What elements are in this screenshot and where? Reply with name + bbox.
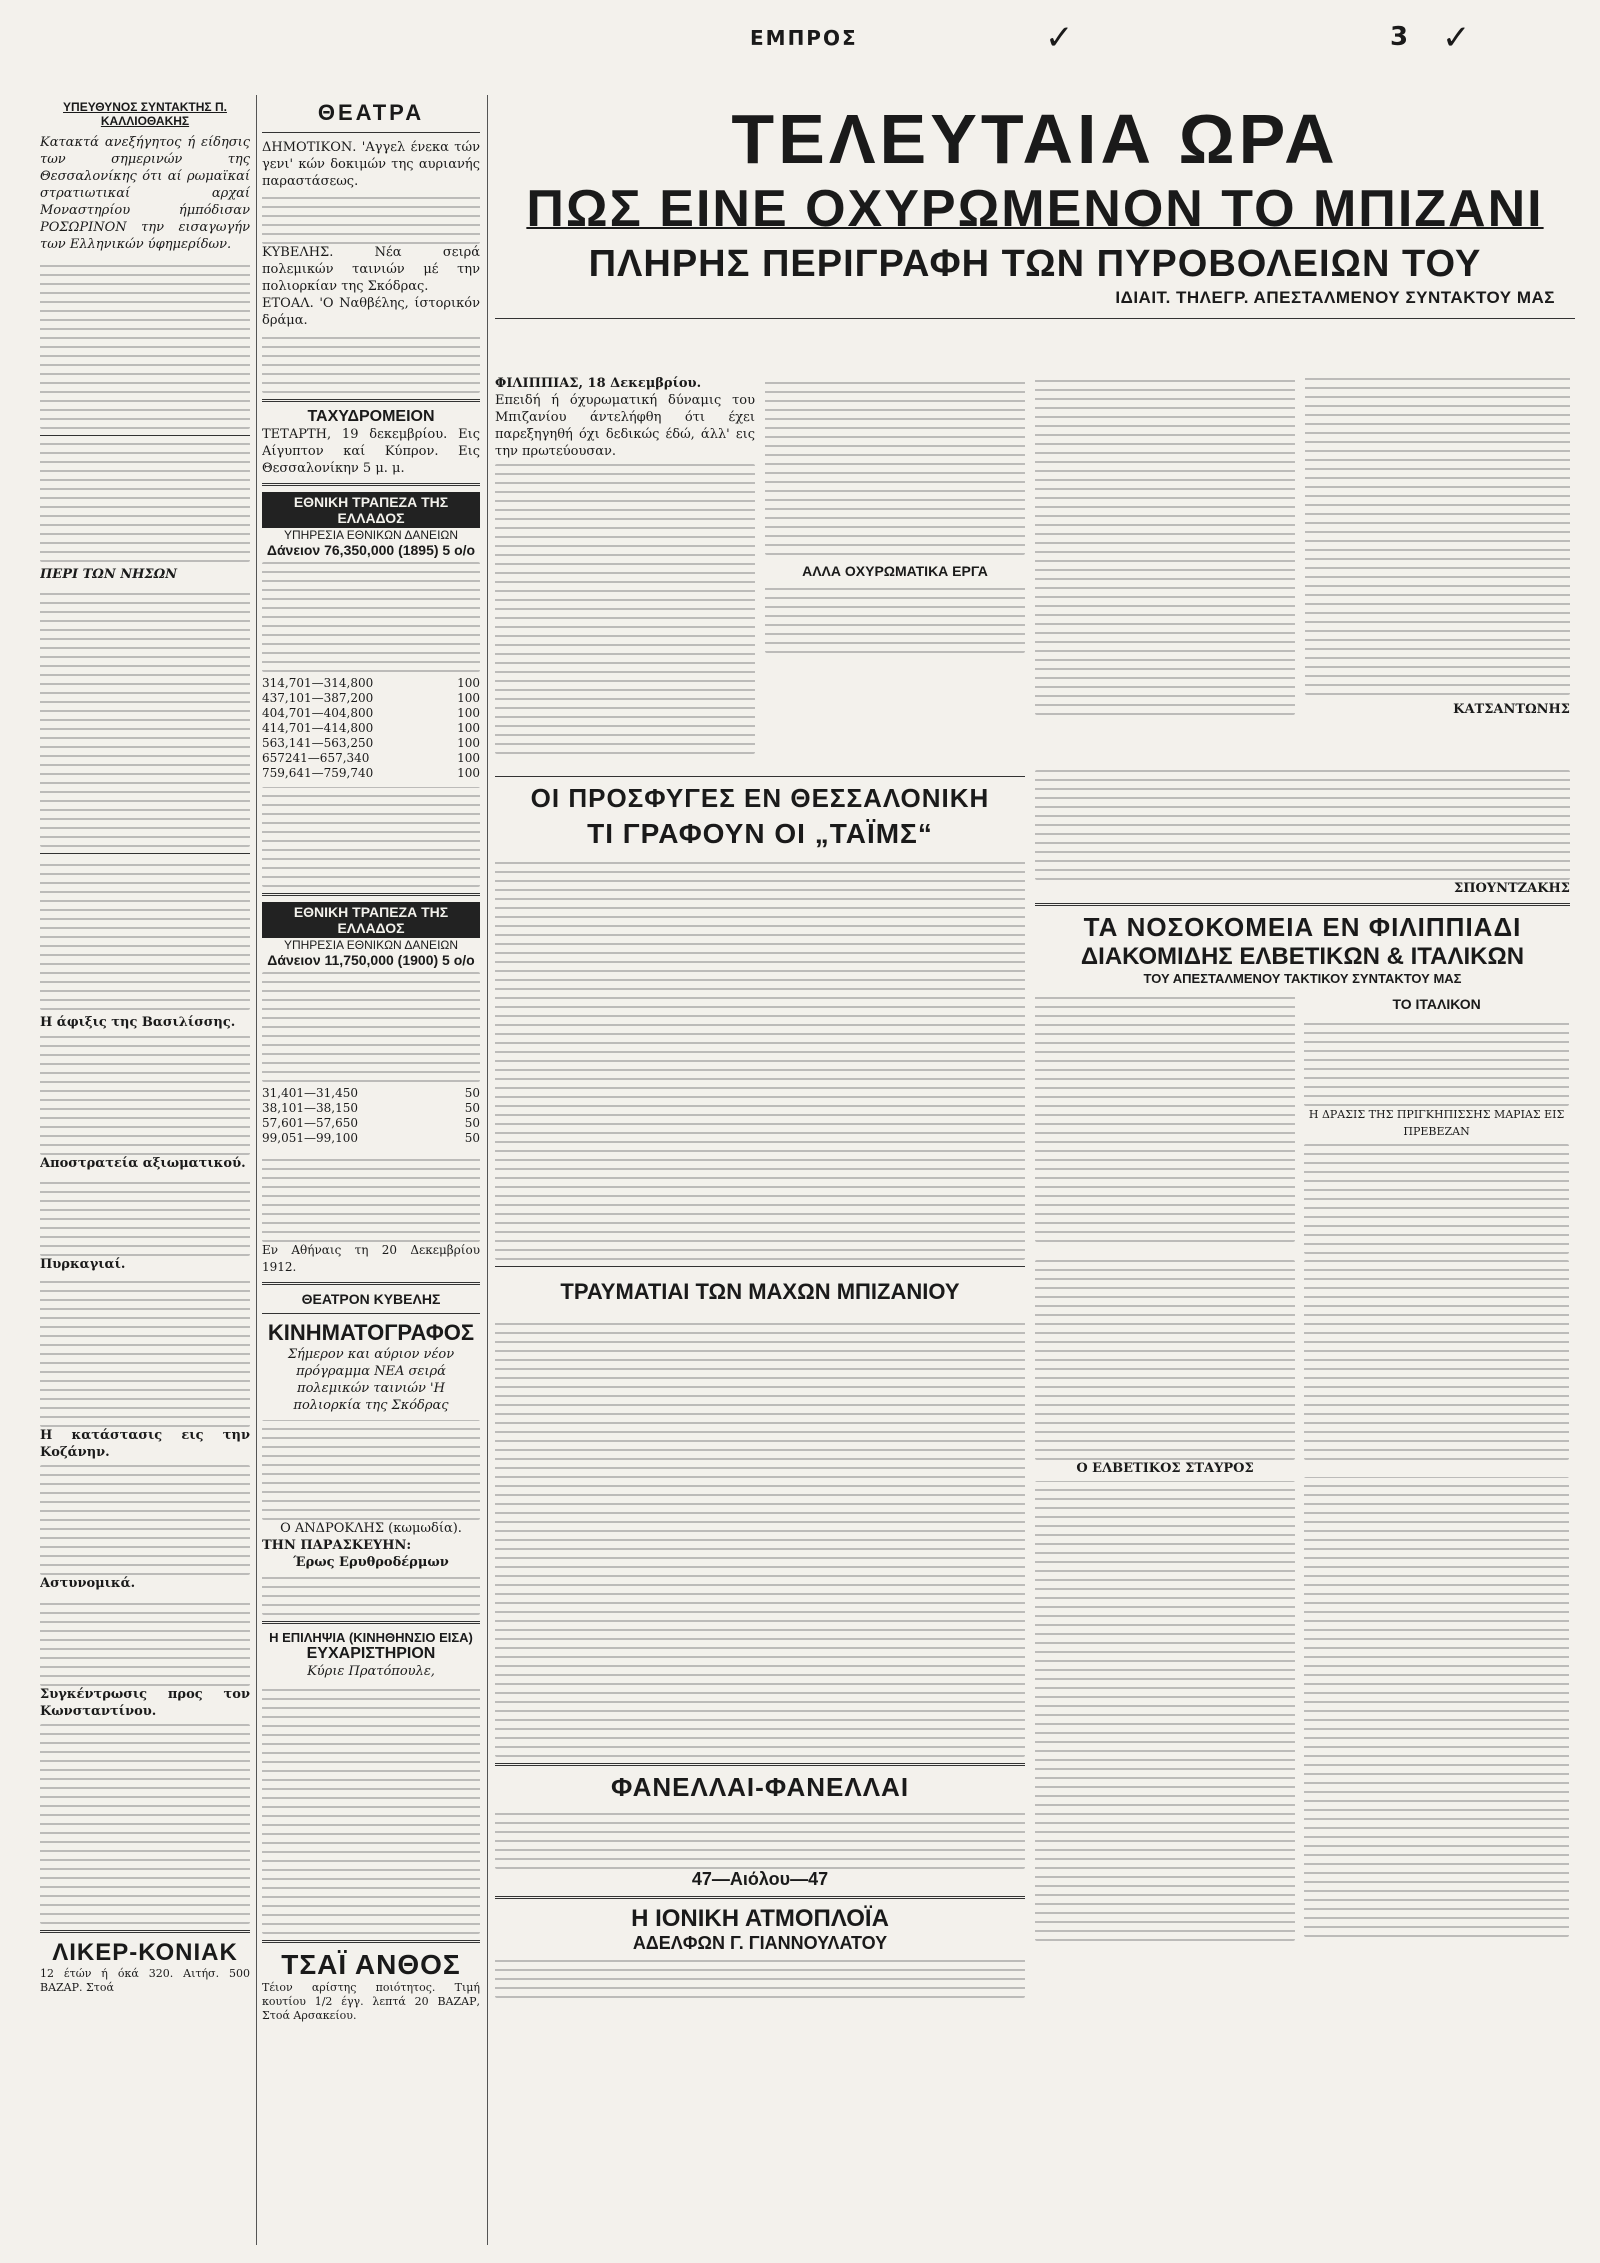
bank-table-row [262,766,480,781]
kinimatografos: ΚΙΝΗΜΑΤΟΓΡΑΦΟΣ [267,1320,475,1345]
bank-table-row [262,691,480,706]
column-rule [487,95,488,2245]
theatre-kyveli: ΚΥΒΕΛΗΣ. Νέα σειρά πολεμικών ταινιών μέ την πολιορκίαν της Σκόδρας. [262,245,480,294]
text-block [765,583,1025,653]
theatre-dimotikon: ΔΗΜΟΤΙΚΟΝ. 'Αγγελ ένεκα τών γενι' κών δοκιμών της αυριανής παραστάσεως. [262,140,480,189]
post-heading: ΤΑΧΥΔΡΟΜΕΙΟΝ [307,408,435,425]
bank-range: 657241—657,340 [262,751,370,765]
text-block [262,333,480,393]
bank-range: 759,641—759,740 [262,766,374,780]
text-block [40,1176,250,1256]
bank-range: 57,601—57,650 [262,1116,358,1130]
bank-table-row [262,721,480,736]
bank-table-row [262,1131,480,1146]
bank-table-row [262,751,480,766]
page-number: 3 [1390,22,1409,52]
section-heading: ΠΕΡΙ ΤΩΝ ΝΗΣΩΝ [40,567,178,582]
text-block [765,375,1025,555]
text-block [262,1152,480,1242]
bank-value: 100 [457,721,480,735]
bank-table-row [262,736,480,751]
text-block [1304,1144,1569,1254]
bank-table-row [262,1086,480,1101]
signature-spountzakis: ΣΠΟΥΝΤΖΑΚΗΣ [1454,881,1570,896]
bank-range: 414,701—414,800 [262,721,374,735]
tsai-ad-title: ΤΣΑΪ ΑΝΘΟΣ [281,1949,461,1980]
hospitals-heading: ΤΑ ΝΟΣΟΚΟΜΕΙΑ ΕΝ ΦΙΛΙΠΠΙΑΔΙ [1083,912,1522,942]
subcolumn-d [1305,375,1570,775]
section-heading: Πυρκαγιαί. [40,1257,126,1272]
text-block [1035,1481,1295,1941]
text-block [262,194,480,244]
masthead [60,18,1580,78]
bank-table-row [262,1101,480,1116]
bank-footer: Εν Αθήναις τη 20 Δεκεμβρίου 1912. [262,1243,480,1274]
ioniki-sub: ΑΔΕΛΦΩΝ Γ. ΓΙΑΝΝΟΥΛΑΤΟΥ [632,1933,888,1953]
bank-value: 50 [464,1116,480,1130]
dateline: ΦΙΛΙΠΠΙΑΣ, 18 Δεκεμβρίου. [495,376,702,391]
bank-value: 50 [464,1086,480,1100]
text-block [40,442,250,562]
paper-name: ΕΜΠΡΟΣ [750,26,858,50]
text-block [495,860,1025,1260]
section-heading: Η άφιξις της Βασιλίσσης. [40,1015,236,1030]
eucharistirion-heading: ΕΥΧΑΡΙΣΤΗΡΙΟΝ [306,1645,436,1662]
text-block [1035,992,1295,1242]
subcolumn-b [765,375,1025,775]
princess-heading: Η ΔΡΑΣΙΣ ΤΗΣ ΠΡΙΓΚΗΠΙΣΣΗΣ ΜΑΡΙΑΣ ΕΙΣ ΠΡΕΒΕΖΑΝ [1308,1108,1565,1138]
bank-range: 437,101—387,200 [262,691,374,705]
text-block [1304,1477,1569,1937]
bank-value: 100 [457,751,480,765]
refugees-section [495,770,1025,2170]
kyrios-salutation: Κύριε Πρατόπουλε, [307,1664,435,1679]
taims-heading: ΤΙ ΓΡΑΦΟΥΝ ΟΙ „ΤΑΪΜΣ“ [587,818,933,849]
handwritten-mark-icon: ✓ [1442,18,1471,58]
bank-sub-2: ΥΠΗΡΕΣΙΑ ΕΘΝΙΚΩΝ ΔΑΝΕΙΩΝ [283,938,459,952]
bank-value: 100 [457,736,480,750]
kinimatografos-text: Σήμερον και αύριον νέον πρόγραμμα ΝΕΑ σειρά πολεμικών ταινιών 'Η πολιορκία της Σκόδρας [287,1347,455,1413]
bank-value: 100 [457,691,480,705]
hospitals-section [1035,770,1570,2170]
bank-table-2 [262,1086,480,1146]
check-mark-icon: ✓ [1045,18,1074,58]
bank-amount-1: Δάνειον 76,350,000 (1895) 5 ο/ο [266,542,476,558]
swiss-heading: Ο ΕΛΒΕΤΙΚΟΣ ΣΤΑΥΡΟΣ [1076,1461,1254,1476]
column-rule [256,95,257,2245]
androklis: Ο ΑΝΔΡΟΚΛΗΣ (κωμωδία). [280,1521,462,1536]
liker-ad-title: ΛΙΚΕΡ-ΚΟΝΙΑΚ [52,1939,238,1966]
text-block [40,1035,250,1155]
bank-value: 50 [464,1101,480,1115]
text-block [1304,1260,1569,1460]
text-block [262,972,480,1082]
hospitals-byline: ΤΟΥ ΑΠΕΣΤΑΛΜΕΝΟΥ ΤΑΚΤΙΚΟΥ ΣΥΝΤΑΚΤΟΥ ΜΑΣ [1143,971,1462,986]
article-opening: Κατακτά ανεξήγητος ή είδησις των σημερινών της Θεσσαλονίκης ότι αί ρωμαϊκαί στρατιωτικαί αρχαί Μοναστηρίου ήμπόδισαν ΡΟΣΩΡΙΝΟΝ την εισαγωγήν των Ελληνικών ύφημερίδων. [40,135,250,252]
section-heading: Συγκέντρωσις προς τον Κωνσταντίνου. [40,1687,250,1719]
text-block [40,1724,250,1924]
text-block [262,1575,480,1615]
headline-last-hour: ΤΕΛΕΥΤΑΙΑ ΩΡΑ [731,100,1339,178]
fanelaki-ad-title: ΦΑΝΕΛΛΑΙ-ΦΑΝΕΛΛΑΙ [610,1772,910,1802]
bank-range: 99,051—99,100 [262,1131,358,1145]
column-2 [262,100,480,2245]
ioniki-heading: Η ΙΟΝΙΚΗ ΑΤΜΟΠΛΟΪΑ [631,1905,889,1932]
text-block [262,787,480,887]
text-block [1304,1016,1569,1106]
bank-range: 31,401—31,450 [262,1086,358,1100]
text-block [40,587,250,847]
text-block [1035,770,1570,880]
text-block [40,1465,250,1575]
bank-range: 314,701—314,800 [262,676,374,690]
text-block [495,1317,1025,1757]
post-text: ΤΕΤΑΡΤΗ, 19 δεκεμβρίου. Εις Αίγυπτον καί Κύπρον. Εις Θεσσαλονίκην 5 μ. μ. [262,427,480,476]
bank-value: 100 [457,766,480,780]
section-heading: Αποστρατεία αξιωματικού. [40,1156,246,1171]
refugees-heading: ΟΙ ΠΡΟΣΦΥΓΕΣ ΕΝ ΘΕΣΣΑΛΟΝΙΚΗ [530,783,990,813]
theatre-etoal: ΕΤΟΑΛ. 'Ο Ναθβέλης, ίστορικόν δράμα. [262,296,480,328]
signature-katsantonis: ΚΑΤΣΑΝΤΩΝΗΣ [1453,702,1570,717]
section-heading: Η κατάστασις εις την Κοζάνην. [40,1428,250,1460]
editor-line: ΥΠΕΥΘΥΝΟΣ ΣΥΝΤΑΚΤΗΣ Π. ΚΑΛΛΙΟΘΑΚΗΣ [63,100,227,128]
text-block [40,860,250,1010]
headline-byline: ΙΔΙΑΙΤ. ΤΗΛΕΓΡ. ΑΠΕΣΤΑΛΜΕΝΟΥ ΣΥΝΤΑΚΤΟΥ ΜΑΣ [1115,288,1555,307]
story-lead: Επειδή ή όχυρωματική δύναμις του Μπιζανίου άντελήφθη ότι έχει παρεξηγηθή όχι δεδικώς έδώ, άλλ' εις την πρωτεύουσαν. [495,393,755,459]
text-block [262,562,480,672]
bank-value: 50 [464,1131,480,1145]
liker-ad-text: 12 έτών ή όκά 320. Αιτήσ. 500 ΒΑΖΑΡ. Στοά [40,1967,250,1994]
fanelaki-address: 47—Αιόλου—47 [691,1869,829,1889]
column-1 [40,100,250,2245]
text-block [40,1596,250,1686]
wounded-heading: ΤΡΑΥΜΑΤΙΑΙ ΤΩΝ ΜΑΧΩΝ ΜΠΙΖΑΝΙΟΥ [560,1279,960,1304]
bank-heading-2: ΕΘΝΙΚΗ ΤΡΑΠΕΖΑ ΤΗΣ ΕΛΛΑΔΟΣ [262,902,480,938]
bank-range: 38,101—38,150 [262,1101,358,1115]
text-block [40,1277,250,1427]
text-block [1035,1260,1295,1460]
bank-range: 563,141—563,250 [262,736,374,750]
tsai-ad-text: Τέιον αρίστης ποιότητος. Τιμή κουτίου 1/2 έγγ. λεπτά 20 ΒΑΖΑΡ, Στοά Αρσακείου. [262,1981,480,2022]
hospitals-sub: ΔΙΑΚΟΜΙΔΗΣ ΕΛΒΕΤΙΚΩΝ & ΙΤΑΛΙΚΩΝ [1080,943,1525,970]
text-block [262,1684,480,1934]
theatre-heading: ΘΕΑΤΡΑ [317,100,425,125]
bank-value: 100 [457,706,480,720]
text-block [495,464,755,754]
bank-amount-2: Δάνειον 11,750,000 (1900) 5 ο/ο [267,952,475,968]
section-heading: Αστυνομικά. [40,1576,136,1591]
theatron-kyveli: ΘΕΑΤΡΟΝ ΚΥΒΕΛΗΣ [301,1291,441,1307]
text-block [262,1420,480,1520]
bank-value: 100 [457,676,480,690]
text-block [40,259,250,429]
text-block [495,1958,1025,1998]
article-subcolumns [495,375,1575,2225]
headline-full-description: ΠΛΗΡΗΣ ΠΕΡΙΓΡΑΦΗ ΤΩΝ ΠΥΡΟΒΟΛΕΙΩΝ ΤΟΥ [588,243,1482,285]
eros-film: Έρως Ερυθροδέρμων [293,1555,449,1570]
other-works-heading: ΑΛΛΑ ΟΧΥΡΩΜΑΤΙΚΑ ΕΡΓΑ [802,563,988,579]
bank-sub-1: ΥΠΗΡΕΣΙΑ ΕΘΝΙΚΩΝ ΔΑΝΕΙΩΝ [283,528,459,542]
bank-heading-1: ΕΘΝΙΚΗ ΤΡΑΠΕΖΑ ΤΗΣ ΕΛΛΑΔΟΣ [262,492,480,528]
text-block [1305,375,1570,695]
bank-table-row [262,1116,480,1131]
subcolumn-c [1035,375,1295,775]
italian-heading: ΤΟ ΙΤΑΛΙΚΟΝ [1392,996,1481,1012]
text-block [1035,375,1295,715]
bank-table-row [262,706,480,721]
epilipsia-heading: Η ΕΠΙΛΗΨΙΑ (ΚΙΝΗΘΗΝΣΙΟ ΕΙΣΑ) [269,1630,473,1645]
main-article-block [495,100,1575,1953]
text-block [495,1809,1025,1869]
paraskevi: ΤΗΝ ΠΑΡΑΣΚΕΥΗΝ: [262,1538,412,1553]
bank-range: 404,701—404,800 [262,706,374,720]
headline-bizani: ΠΩΣ ΕΙΝΕ ΟΧΥΡΩΜΕΝΟΝ ΤΟ ΜΠΙΖΑΝΙ [526,180,1544,238]
bank-table-row [262,676,480,691]
bank-table-1 [262,676,480,781]
